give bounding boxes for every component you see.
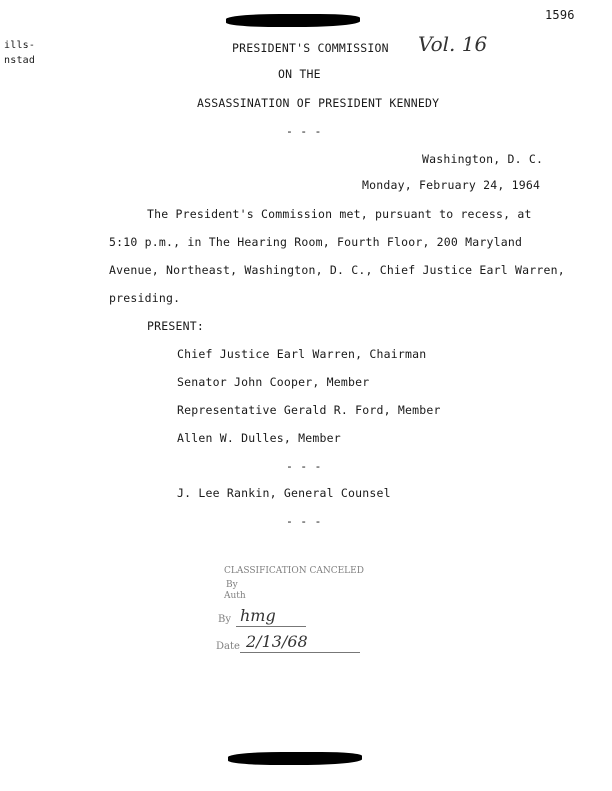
member-4: Allen W. Dulles, Member xyxy=(177,431,341,445)
stamp-line-by: By xyxy=(226,580,238,590)
present-label: PRESENT: xyxy=(147,319,204,333)
redaction-mark-bottom xyxy=(228,752,362,765)
margin-note-line-2: nstad xyxy=(4,55,36,66)
stamp-title: CLASSIFICATION CANCELED xyxy=(224,566,364,576)
stamp-date-value: 2/13/68 xyxy=(246,632,308,651)
header-line-3: ASSASSINATION OF PRESIDENT KENNEDY xyxy=(197,96,440,110)
stamp-line-auth: Auth xyxy=(224,591,246,601)
stamp-by-value: hmg xyxy=(240,606,276,625)
body-line-2: 5:10 p.m., in The Hearing Room, Fourth Floor, 200 Maryland xyxy=(109,235,523,249)
body-line-3: Avenue, Northeast, Washington, D. C., Chief Justice Earl Warren, xyxy=(109,263,565,277)
declassification-stamp xyxy=(210,556,370,664)
body-line-1: The President's Commission met, pursuant to recess, at xyxy=(147,207,532,221)
member-2: Senator John Cooper, Member xyxy=(177,375,370,389)
page-number: 1596 xyxy=(545,8,575,22)
member-1: Chief Justice Earl Warren, Chairman xyxy=(177,347,427,361)
separator-1: - - - xyxy=(286,124,322,138)
member-3: Representative Gerald R. Ford, Member xyxy=(177,403,441,417)
separator-2: - - - xyxy=(286,459,322,473)
separator-3: - - - xyxy=(286,514,322,528)
counsel: J. Lee Rankin, General Counsel xyxy=(177,486,391,500)
date: Monday, February 24, 1964 xyxy=(362,178,541,192)
stamp-date-label: Date xyxy=(216,641,240,652)
header-line-2: ON THE xyxy=(278,67,321,81)
redaction-mark-top xyxy=(226,14,360,27)
header-line-1: PRESIDENT'S COMMISSION xyxy=(232,41,389,55)
handwritten-volume-note: Vol. 16 xyxy=(418,32,488,56)
place: Washington, D. C. xyxy=(422,152,544,166)
stamp-by-label: By xyxy=(218,614,231,625)
margin-note-line-1: ills- xyxy=(4,40,36,51)
body-line-4: presiding. xyxy=(109,291,181,305)
